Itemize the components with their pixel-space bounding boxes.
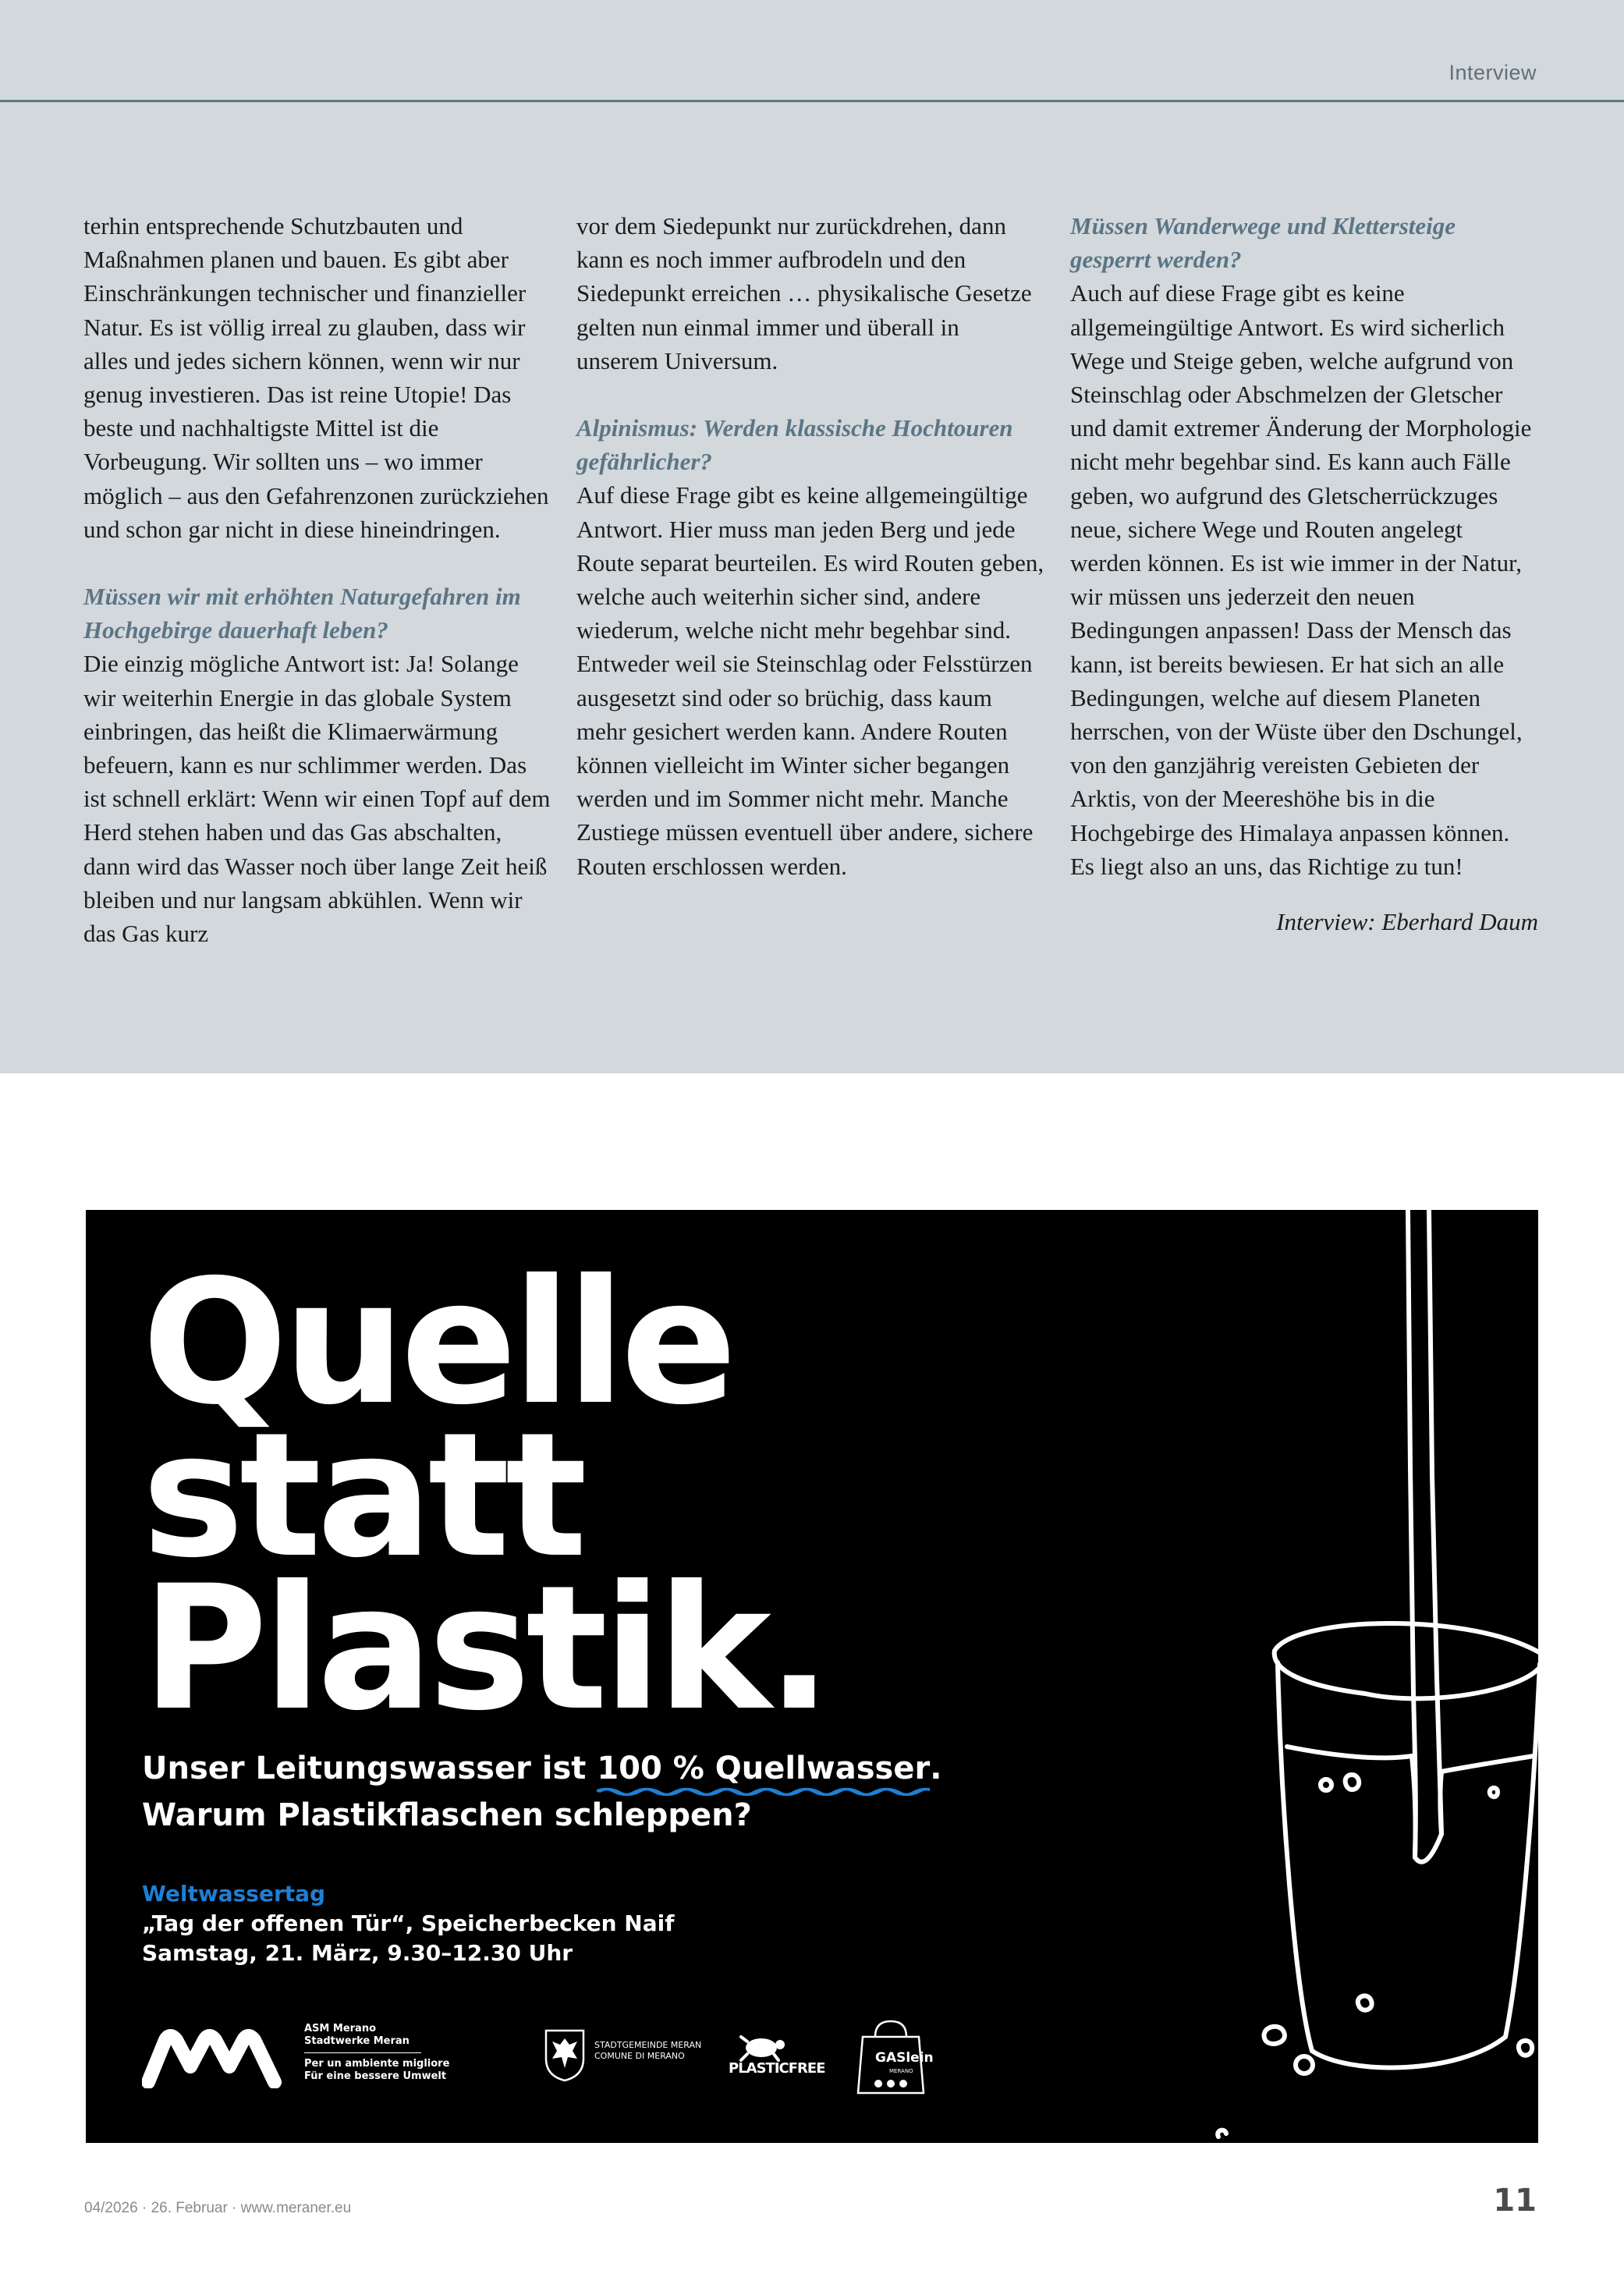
gaslein-logo-subtext: MERANO bbox=[889, 2068, 913, 2074]
article-column-2 bbox=[576, 209, 1044, 883]
municipality-text bbox=[594, 2040, 701, 2062]
event-line: Samstag, 21. März, 9.30–12.30 Uhr bbox=[142, 1940, 573, 1966]
asm-slogan: Für eine bessere Umwelt bbox=[304, 2070, 447, 2082]
page-number: 11 bbox=[1493, 2183, 1537, 2219]
underlined-claim bbox=[597, 1751, 930, 1786]
interview-question: Müssen wir mit erhöhten Naturgefahren im Hochgebirge dauerhaft leben? bbox=[83, 583, 521, 644]
wave-underline-icon bbox=[597, 1786, 930, 1797]
headline-line: Quelle bbox=[142, 1243, 732, 1442]
article-column-1 bbox=[83, 209, 551, 950]
gaslein-bag-icon bbox=[852, 2018, 938, 2096]
paragraph: Die einzig mögliche Antwort ist: Ja! Solange wir weiterhin Energie in das globale System einbringen, das heißt die Klimaerwärmung befeuern, kann es nur schlimmer werden. Das ist schnell erklärt: Wenn wir einen Topf auf dem Herd stehen haben und das Gas abschalten, dann wird das Wasser noch über lange Zeit heiß bleiben und nur langsam abkühlen. Wenn wir das Gas kurz bbox=[83, 650, 551, 948]
headline-line: statt bbox=[142, 1396, 583, 1595]
interview-credit: Interview: Eberhard Daum bbox=[1276, 908, 1538, 936]
asm-text bbox=[304, 2023, 449, 2083]
asm-name: Stadtwerke Meran bbox=[304, 2035, 410, 2047]
sub-text: Warum Plastikflaschen schleppen? bbox=[142, 1797, 752, 1833]
footer-info: 04/2026 · 26. Februar · www.meraner.eu bbox=[84, 2200, 352, 2216]
ad-headline bbox=[142, 1243, 828, 1748]
water-glass-illustration bbox=[1178, 1210, 1538, 2143]
interview-question: Müssen Wanderwege und Klettersteige gesperrt werden? bbox=[1070, 212, 1456, 274]
event-title: Weltwassertag bbox=[142, 1881, 326, 1907]
section-label: Interview bbox=[1448, 61, 1537, 84]
sponsor-logos bbox=[142, 2018, 1000, 2104]
paragraph: vor dem Siedepunkt nur zurückdrehen, dann kann es noch immer aufbrodeln und den Siedepunkt erreichen … physikalische Gesetze gelten nun einmal immer und überall in unserem Universum. bbox=[576, 212, 1032, 374]
advertisement bbox=[86, 1210, 1538, 2143]
municipality-name: COMUNE DI MERANO bbox=[594, 2051, 685, 2061]
asm-logo-icon bbox=[142, 2026, 290, 2088]
paragraph: terhin entsprechende Schutzbauten und Maßnahmen planen und bauen. Es gibt aber Einschränkungen technischer und finanzieller Natur. Es ist völlig irreal zu glauben, dass wir alles und jedes sichern können, wenn wir nur genug investieren. Das ist reine Utopie! Das beste und nachhaltigste Mittel ist die Vorbeugung. Wir sollten uns – wo immer möglich – aus den Gefahrenzonen zurückziehen und schon gar nicht in diese hineindringen. bbox=[83, 212, 549, 543]
asm-slogan: Per un ambiente migliore bbox=[304, 2058, 450, 2070]
plasticfree-logo: PLASTICFREE bbox=[729, 2060, 825, 2077]
sub-text: . bbox=[930, 1751, 942, 1786]
asm-name: ASM Merano bbox=[304, 2023, 377, 2034]
event-info bbox=[142, 1879, 674, 1968]
headline-line: Plastik. bbox=[142, 1548, 828, 1748]
event-line: „Tag der offenen Tür“, Speicherbecken Naif bbox=[142, 1910, 675, 1936]
paragraph: Auf diese Frage gibt es keine allgemeingültige Antwort. Hier muss man jeden Berg und jede Route separat beurteilen. Es wird Routen geben, welche auch weiterhin sicher sind, andere wiederum, welche nicht mehr begehbar sind. Entweder weil sie Steinschlag oder Felsstürzen ausgesetzt sind oder so brüchig, dass kaum mehr gesichert werden kann. Andere Routen können vielleicht im Winter sicher begangen werden und im Sommer nicht mehr. Manche Zustiege müssen eventuell über andere, sichere Routen erschlossen werden. bbox=[576, 481, 1044, 880]
article-column-3 bbox=[1070, 209, 1538, 938]
interview-question: Alpinismus: Werden klassische Hochtouren gefährlicher? bbox=[576, 414, 1013, 476]
header-rule bbox=[0, 100, 1624, 102]
ad-subheadline bbox=[142, 1745, 941, 1839]
gaslein-logo-text: GASlein bbox=[875, 2050, 934, 2066]
paragraph: Auch auf diese Frage gibt es keine allgemeingültige Antwort. Es wird sicherlich Wege und Steige geben, welche aufgrund von Steinschlag oder Abschmelzen der Gletscher und damit extremer Änderung der Morphologie nicht mehr begehbar sind. Es kann auch Fälle geben, wo aufgrund des Gletscherrückzuges neue, sichere Wege und Routen angelegt werden können. Es ist wie immer in der Natur, wir müssen uns jederzeit den neuen Bedingungen anpassen! Dass der Mensch das kann, ist bereits bewiesen. Er hat sich an alle Bedingungen, welche auf diesem Planeten herrschen, von der Wüste über den Dschungel, von den ganzjährig vereisten Gebieten der Arktis, von der Meereshöhe bis in die Hochgebirge des Himalaya anpassen können. Es liegt also an uns, das Richtige zu tun! bbox=[1070, 279, 1532, 880]
municipality-name: STADTGEMEINDE MERAN bbox=[594, 2040, 702, 2050]
claim-text: 100 % Quellwasser bbox=[597, 1751, 931, 1786]
merano-crest-icon bbox=[543, 2027, 587, 2082]
sub-text: Unser Leitungswasser ist bbox=[142, 1751, 597, 1786]
turtle-icon bbox=[735, 2026, 789, 2065]
